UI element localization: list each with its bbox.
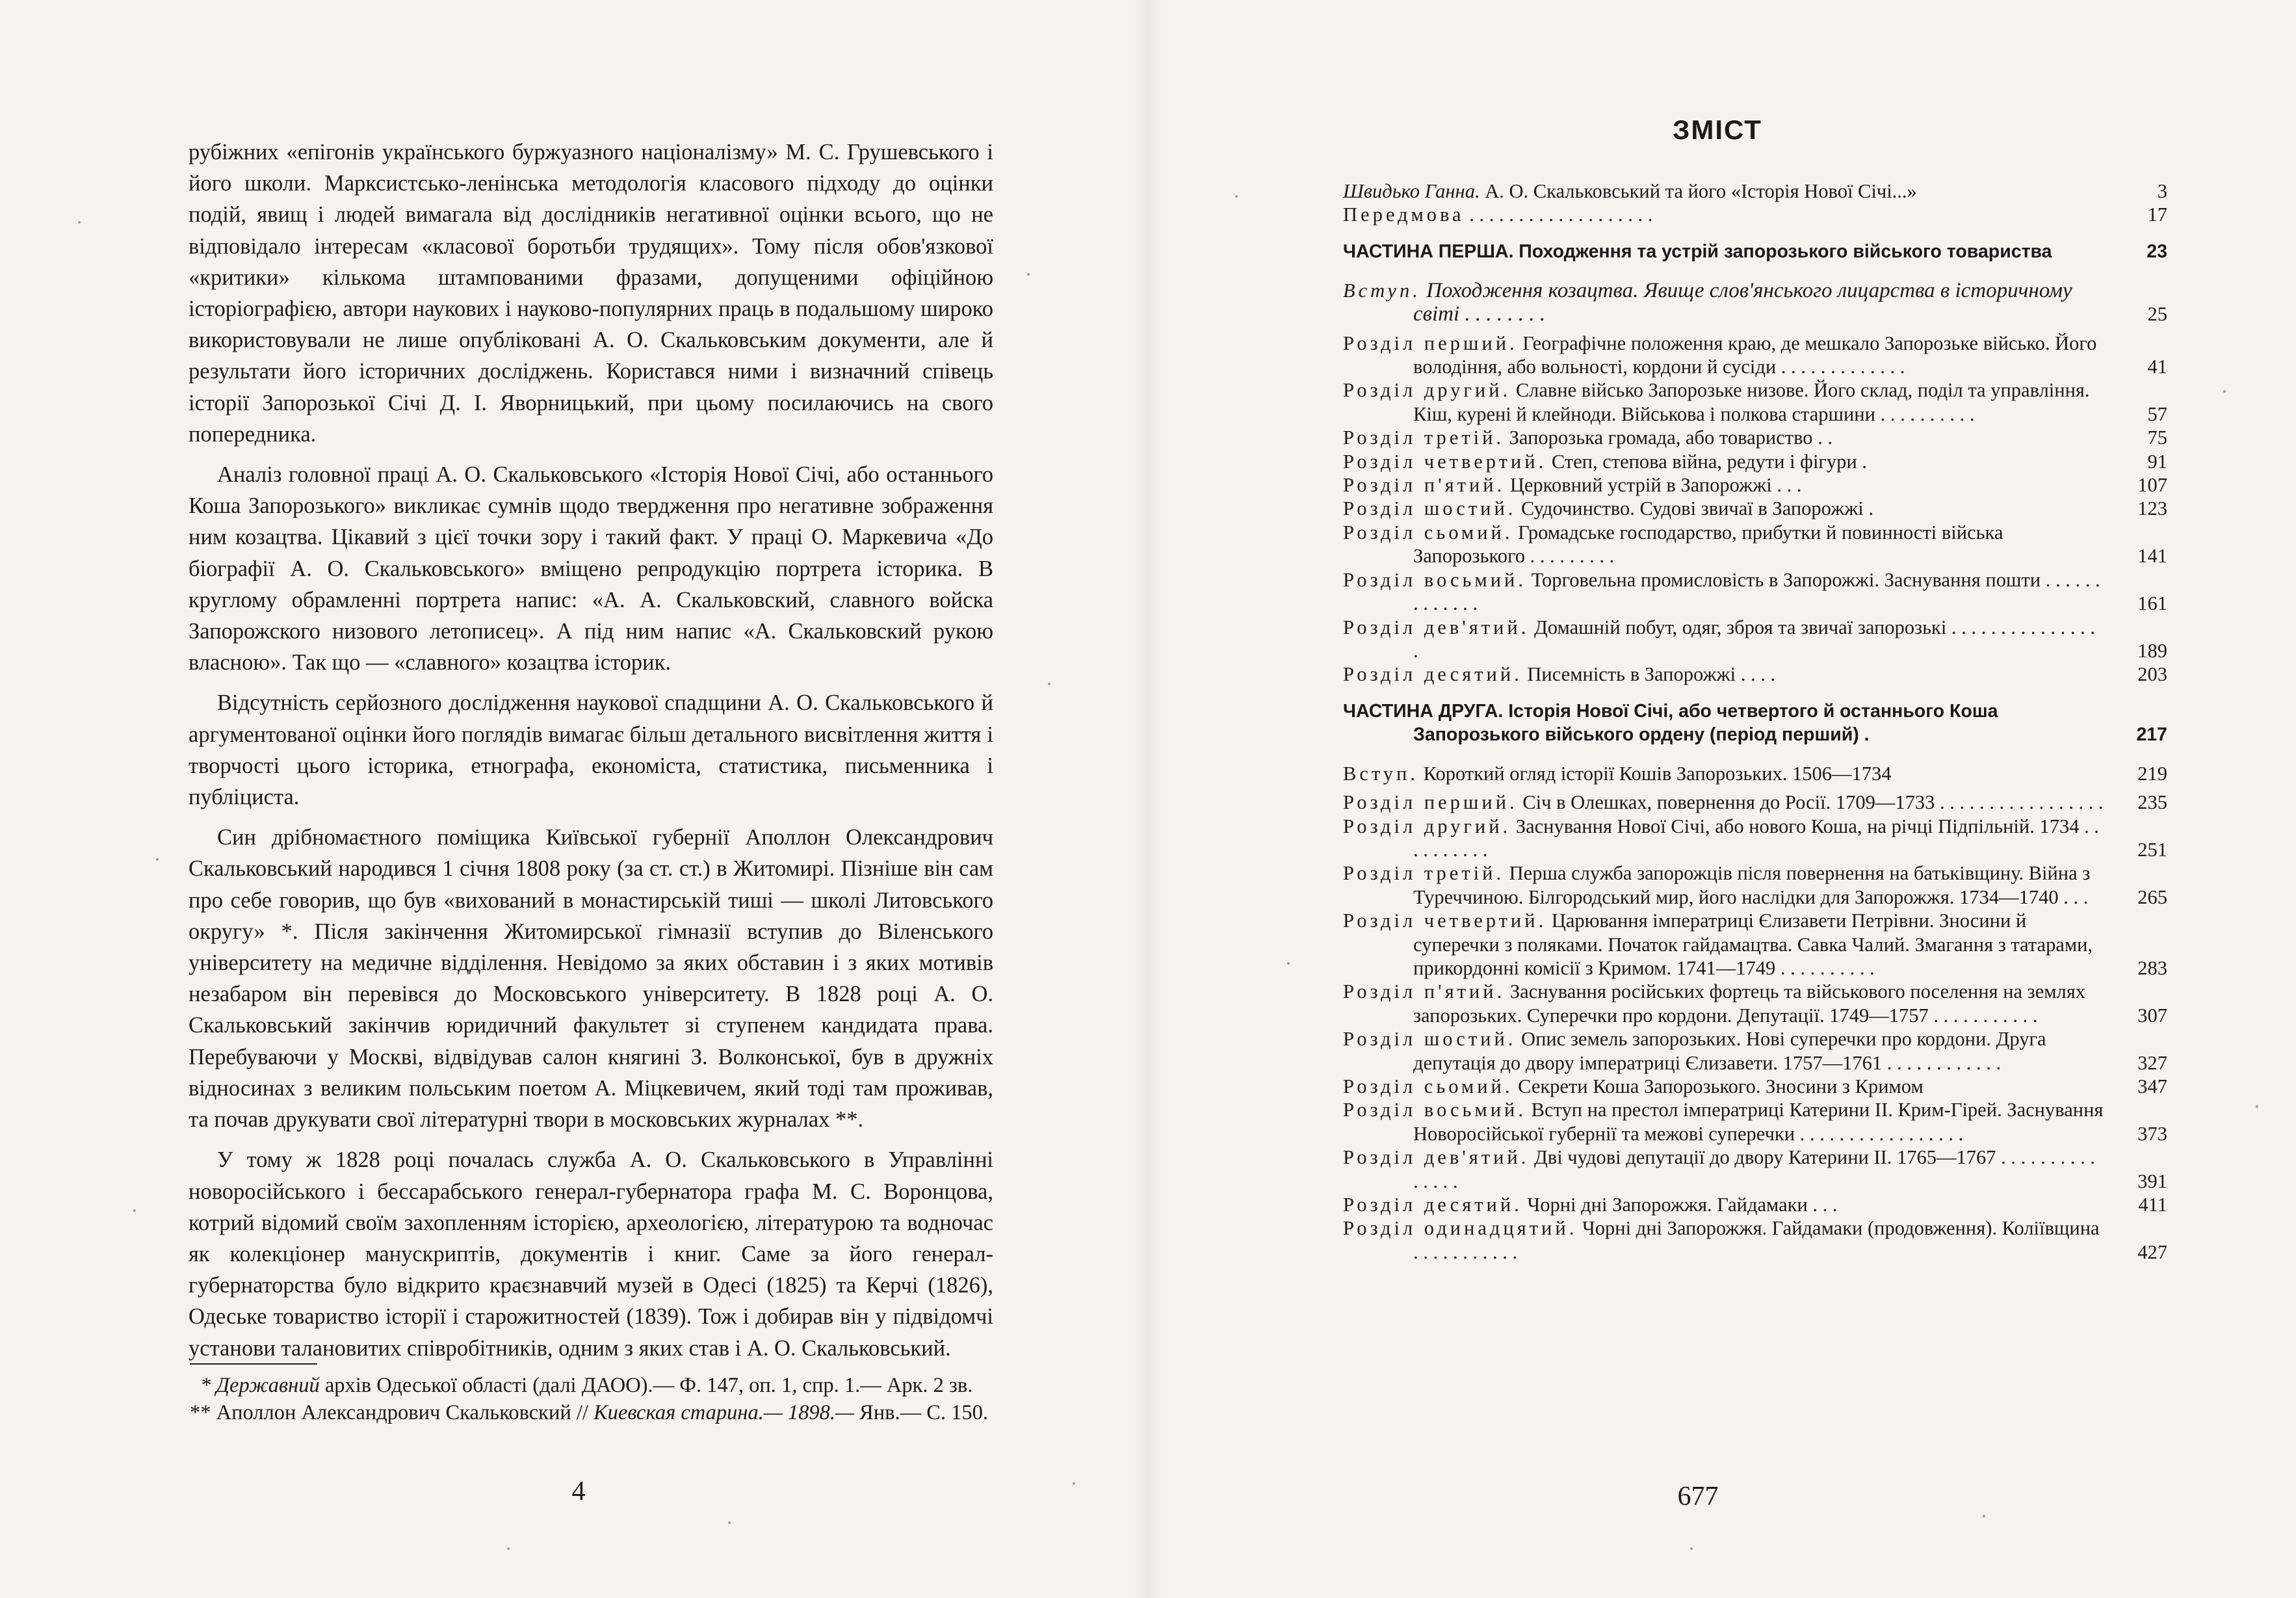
toc-entry-title: Писемність в Запорожжі . . . . bbox=[1522, 663, 1776, 686]
toc-entry-title: Походження козацтва. Явище слов'янського лицарства в історичному світі . . . . . . . . bbox=[1413, 278, 2072, 326]
toc-section-label: Розділ десятий. bbox=[1343, 1194, 1522, 1216]
toc-author: Швидько Ганна. bbox=[1343, 180, 1480, 202]
toc-entry-text bbox=[1343, 521, 2105, 568]
toc-entry bbox=[1343, 980, 2167, 1027]
toc-entry bbox=[1343, 1027, 2167, 1075]
toc-entry bbox=[1343, 791, 2167, 814]
toc-entry bbox=[1343, 616, 2167, 663]
toc-entry-text bbox=[1343, 473, 2105, 497]
toc-part-heading bbox=[1343, 700, 2167, 746]
toc-page-number: 141 bbox=[2137, 545, 2167, 568]
toc-entry-title: Заснування Нової Січі, або нового Коша, на річці Підпільній. 1734 . . . . . . . . . . bbox=[1413, 815, 2099, 861]
scan-speck bbox=[728, 1521, 731, 1524]
toc-entry-title: Вступ на престол імператриці Катерини II. Крим-Гірей. Заснування Новоросійської губернії та межові суперечки . . . . . . . . . . . . . . . . . bbox=[1413, 1099, 2104, 1145]
toc-section-label: Розділ сьомий. bbox=[1343, 1075, 1513, 1097]
toc-entry bbox=[1343, 203, 2167, 226]
scan-speck bbox=[78, 221, 81, 224]
toc-section-label: Розділ четвертий. bbox=[1343, 910, 1547, 932]
toc-page-number: 123 bbox=[2137, 497, 2167, 520]
scan-speck bbox=[1048, 683, 1050, 685]
footnote-mark: ** bbox=[190, 1401, 211, 1424]
toc-entry bbox=[1343, 179, 2167, 203]
toc-entry-text bbox=[1343, 426, 2105, 449]
toc-page-number: 17 bbox=[2147, 203, 2167, 226]
toc-entry-text bbox=[1343, 909, 2105, 980]
scan-speck bbox=[1073, 1482, 1075, 1485]
toc-page-number: 57 bbox=[2147, 402, 2167, 425]
toc-page-number: 219 bbox=[2137, 762, 2167, 785]
toc-page-number: 235 bbox=[2137, 791, 2167, 814]
table-of-contents bbox=[1343, 179, 2167, 1264]
toc-section-label: Розділ четвертий. bbox=[1343, 450, 1547, 473]
toc-entry-title: Географічне положення краю, де мешкало Запорозьке військо. Його володіння, або вольності, кордони й сусіди . . . . . . . . . . . . . bbox=[1413, 332, 2097, 378]
toc-part-heading bbox=[1343, 240, 2167, 263]
toc-page-number: 23 bbox=[2146, 241, 2167, 262]
toc-entry bbox=[1343, 662, 2167, 686]
toc-section-label: Розділ сьомий. bbox=[1343, 521, 1513, 544]
toc-entry-title: Перша служба запорожців після повернення на батьківщину. Війна з Туреччиною. Білгородський мир, його наслідки для Запорожжя. 1734—1740 . . . bbox=[1413, 862, 2091, 908]
toc-entry-title: Чорні дні Запорожжя. Гайдамаки (продовження). Коліївщина . . . . . . . . . . . bbox=[1413, 1217, 2100, 1263]
scan-speck bbox=[2256, 1105, 2258, 1108]
toc-page-number: 347 bbox=[2137, 1075, 2167, 1097]
toc-section-label: Розділ одинадцятий. bbox=[1343, 1217, 1578, 1240]
toc-entry-text bbox=[1343, 662, 2105, 686]
toc-page-number: 91 bbox=[2147, 450, 2167, 473]
scan-speck bbox=[156, 858, 159, 861]
body-text bbox=[189, 137, 993, 1373]
toc-entry-text bbox=[1343, 1027, 2105, 1075]
toc-entry bbox=[1343, 426, 2167, 449]
scan-speck bbox=[507, 1547, 510, 1550]
footnote-tail: Янв.— С. 150. bbox=[859, 1401, 988, 1424]
toc-section-label: Розділ шостий. bbox=[1343, 497, 1517, 520]
toc-entry bbox=[1343, 762, 2167, 785]
toc-entry-text bbox=[1343, 497, 2105, 520]
toc-entry bbox=[1343, 1075, 2167, 1098]
paragraph: У тому ж 1828 році почалась служба А. О. Скальковського в Управлінні новоросійського і бессарабського генерал-губернатора графа М. С. Воронцова, котрий відомий своїм захопленням історією, археологією, літературою та водночас як колекціонер манускриптів, документів і книг. Саме за його генерал-губернаторства було відкрито краєзнавчий музей в Одесі (1825) та Керчі (1826), Одеське товариство історії і старожитностей (1839). Тож і добирав він у підвідомчі установи талановитих співробітників, одним з яких став і А. О. Скальковський. bbox=[189, 1147, 993, 1361]
toc-page-number: 41 bbox=[2147, 356, 2167, 378]
toc-entry-title: Степ, степова війна, редути і фігури . bbox=[1546, 450, 1867, 473]
toc-entry bbox=[1343, 378, 2167, 426]
toc-section-label: Вступ. bbox=[1343, 279, 1421, 302]
footnotes bbox=[190, 1372, 993, 1426]
paragraph: Відсутність серйозного дослідження наукової спадщини А. О. Скальковського й аргументованої оцінки його поглядів вимагає більш детального висвітлення життя і творчості цього історика, етнографа, економіста, статистика, письменника і публіциста. bbox=[189, 690, 993, 810]
toc-entry-text bbox=[1343, 861, 2105, 909]
toc-entry-title: А. О. Скальковський та його «Історія Нової Січі...» bbox=[1480, 180, 1917, 202]
scan-speck bbox=[133, 1209, 136, 1212]
toc-entry bbox=[1343, 473, 2167, 497]
toc-entry-text bbox=[1343, 1146, 2105, 1193]
toc-section-label: Розділ другий. bbox=[1343, 379, 1511, 402]
toc-entry-title: Судочинство. Судові звичаї в Запорожжі . bbox=[1516, 497, 1874, 520]
toc-entry-title: Дві чудові депутації до двору Катерини II. 1765—1767 . . . . . . . . . . . . . . . bbox=[1413, 1146, 2096, 1192]
toc-entry-text bbox=[1343, 378, 2105, 426]
toc-section-label: Розділ перший. bbox=[1343, 332, 1518, 354]
toc-entry-text bbox=[1343, 791, 2105, 814]
toc-entry-title: Царювання імператриці Єлизавети Петрівни. Зносини й суперечки з поляками. Початок гайдамацтва. Савка Чалий. Змагання з татарами, прикордонні комісії з Кримом. 1741—1749 . . . . . . . . . . bbox=[1413, 910, 2093, 979]
toc-entry-text bbox=[1343, 240, 2105, 263]
toc-page-number: 75 bbox=[2147, 426, 2167, 449]
toc-entry-text bbox=[1343, 700, 2105, 746]
toc-entry-title: Секрети Коша Запорозького. Зносини з Кримом bbox=[1513, 1075, 1924, 1097]
footnote-divider bbox=[190, 1363, 317, 1365]
toc-entry-title: . . . . . . . . . . . . . . . . . . . bbox=[1464, 203, 1653, 226]
toc-entry-text bbox=[1343, 762, 2105, 785]
toc-entry-text bbox=[1343, 815, 2105, 862]
toc-section-label: Розділ восьмий. bbox=[1343, 1099, 1527, 1121]
toc-entry bbox=[1343, 497, 2167, 520]
scan-speck bbox=[2223, 390, 2226, 393]
toc-page-number: 203 bbox=[2137, 663, 2167, 686]
toc-entry bbox=[1343, 861, 2167, 909]
scan-speck bbox=[1287, 962, 1290, 965]
toc-entry bbox=[1343, 1216, 2167, 1264]
toc-entry-title: Заснування російських фортець та військового поселення на землях запорозьких. Суперечки про кордони. Депутації. 1749—1757 . . . . . . . . . . . bbox=[1413, 980, 2086, 1027]
toc-entry-text bbox=[1343, 1193, 2105, 1216]
toc-page-number: 217 bbox=[2136, 724, 2167, 745]
toc-entry-text bbox=[1343, 203, 2105, 226]
toc-entry-text bbox=[1343, 332, 2105, 379]
toc-entry-text bbox=[1343, 980, 2105, 1027]
toc-page-number: 265 bbox=[2137, 885, 2167, 908]
footnote-text: архів Одеської області (далі ДАОО).— Ф. 147, оп. 1, спр. 1.— Арк. 2 зв. bbox=[319, 1374, 973, 1397]
scan-speck bbox=[1027, 273, 1030, 276]
toc-entry-text bbox=[1343, 450, 2105, 473]
toc-entry-title: Громадське господарство, прибутки й повинності війська Запорозького . . . . . . . . . bbox=[1413, 521, 2003, 568]
footnote-source: Киевская старина.— 1898.— bbox=[594, 1401, 860, 1424]
toc-page-number: 107 bbox=[2137, 474, 2167, 497]
toc-section-label: Розділ третій. bbox=[1343, 862, 1505, 885]
toc-entry-title: Січ в Олешках, повернення до Росії. 1709—1733 . . . . . . . . . . . . . . . . . bbox=[1517, 791, 2104, 814]
toc-entry-title: Короткий огляд історії Кошів Запорозьких. 1506—1734 bbox=[1418, 762, 1892, 785]
paragraph: Син дрібномаєтного поміщика Київської губернії Аполлон Олександрович Скальковський народився 1 січня 1808 року (за ст. ст.) в Житомирі. Пізніше він сам про себе говорив, що був «вихований в монастирській тиші — школі Литовського округу» *. Після закінчення Житомирської гімназії вступив до Віленського університету на медичне відділення. Невідомо за яких обставин і з яких мотивів незабаром він перевівся до Московського університету. В 1828 році А. О. Скальковський закінчив юридичний факультет зі ступенем кандидата права. Перебуваючи у Москві, відвідував салон княгині З. Волконської, був в дружніх відносинах з великим польським поетом А. Міцкевичем, який тоді там проживав, та почав друкувати свої літературні твори в московських журналах **. bbox=[189, 825, 993, 1133]
toc-entry bbox=[1343, 815, 2167, 862]
toc-entry-title: Церковний устрій в Запорожжі . . . bbox=[1505, 474, 1802, 497]
toc-entry bbox=[1343, 1098, 2167, 1146]
toc-page-number: 373 bbox=[2137, 1122, 2167, 1145]
paragraph: Аналіз головної праці А. О. Скальковського «Історія Нової Січі, або останнього Коша Запорозького» викликає сумнів щодо твердження про негативне зображення ним козацтва. Цікавий з цієї точки зору і такий факт. У праці О. Маркевича «До біографії А. О. Скальковського» вміщено репродукцію портрета історика. В круглому обрамленні портрета напис: «А. А. Скальковский, славного войска Запорожского низового летописец». А під ним напис «А. Скальковский рукою власною». Так що — «славного» козацтва історик. bbox=[189, 462, 993, 675]
toc-section-label: Розділ перший. bbox=[1343, 791, 1518, 814]
toc-entry bbox=[1343, 909, 2167, 980]
footnote bbox=[190, 1399, 993, 1426]
toc-section-label: Розділ третій. bbox=[1343, 426, 1505, 449]
toc-page-number: 307 bbox=[2137, 1004, 2167, 1027]
scan-speck bbox=[1983, 1515, 1985, 1517]
paragraph: рубіжних «епігонів українського буржуазного націоналізму» М. С. Грушевського і його школи. Марксистсько-ленінська методологія класового підходу до оцінки подій, явищ і людей вимагала від дослідників негативної оцінки всього, що не відповідало інтересам «класової боротьби трудящих». Тому після обов'язкової «критики» кількома штампованими фразами, допущеними офіційною історіографією, автори наукових і науково-популярних праць в подальшому широко використовували не лише опубліковані А. О. Скальковським документи, але й результати його історичних досліджень. Користався ними і визначний співець історії Запорозької Січі Д. І. Яворницький, при цьому посилаючись на свого попередника. bbox=[189, 140, 993, 447]
toc-entry-title: Запорозька громада, або товариство . . bbox=[1504, 426, 1833, 449]
toc-entry bbox=[1343, 279, 2167, 326]
footnote-mark: * Державний bbox=[200, 1374, 320, 1397]
toc-page-number: 283 bbox=[2137, 956, 2167, 979]
toc-entry-text bbox=[1343, 1098, 2105, 1146]
page-number: 677 bbox=[1677, 1482, 1719, 1512]
toc-entry-title: ЧАСТИНА ПЕРША. Походження та устрій запорозького війського товариства bbox=[1343, 241, 2052, 262]
toc-page-number: 189 bbox=[2137, 639, 2167, 662]
toc-page-number: 3 bbox=[2157, 180, 2167, 202]
toc-entry-text bbox=[1343, 279, 2105, 326]
toc-entry bbox=[1343, 1193, 2167, 1216]
toc-entry bbox=[1343, 450, 2167, 473]
toc-entry-text bbox=[1343, 1075, 2105, 1098]
toc-page-number: 427 bbox=[2137, 1240, 2167, 1263]
toc-page-number: 327 bbox=[2137, 1051, 2167, 1074]
toc-entry-title: Опис земель запорозьких. Нові суперечки про кордони. Друга депутація до двору імператриці Єлизавети. 1757—1761 . . . . . . . . . . . . bbox=[1413, 1028, 2046, 1074]
toc-entry-text bbox=[1343, 1216, 2105, 1264]
toc-section-label: Розділ десятий. bbox=[1343, 663, 1522, 686]
toc-page-number: 25 bbox=[2147, 303, 2167, 326]
toc-entry bbox=[1343, 1146, 2167, 1193]
toc-entry-title: Домашній побут, одяг, зброя та звичаї запорозькі . . . . . . . . . . . . . . . . bbox=[1413, 616, 2096, 662]
contents-title: ЗМІСТ bbox=[1673, 114, 1762, 145]
right-page bbox=[1148, 0, 2296, 1598]
toc-page-number: 251 bbox=[2137, 838, 2167, 861]
toc-section-label: Розділ шостий. bbox=[1343, 1028, 1517, 1051]
footnote-text: Аполлон Александрович Скальковский // bbox=[211, 1401, 594, 1424]
toc-entry-title: ЧАСТИНА ДРУГА. Історія Нової Січі, або четвертого й останнього Коша Запорозького війського ордену (період перший) . bbox=[1343, 700, 1998, 745]
footnote bbox=[190, 1372, 993, 1399]
toc-page-number: 161 bbox=[2137, 592, 2167, 615]
toc-entry bbox=[1343, 521, 2167, 568]
toc-entry-title: Чорні дні Запорожжя. Гайдамаки . . . bbox=[1522, 1194, 1838, 1216]
scan-speck bbox=[1235, 195, 1238, 198]
toc-section-label: Передмова bbox=[1343, 203, 1465, 226]
toc-entry-title: Торговельна промисловість в Запорожжі. Заснування пошти . . . . . . . . . . . . . bbox=[1413, 568, 2100, 615]
toc-section-label: Розділ дев'ятий. bbox=[1343, 1146, 1530, 1169]
toc-section-label: Розділ п'ятий. bbox=[1343, 474, 1506, 497]
toc-section-label: Розділ восьмий. bbox=[1343, 568, 1527, 591]
toc-section-label: Розділ п'ятий. bbox=[1343, 980, 1506, 1003]
toc-entry bbox=[1343, 568, 2167, 616]
toc-entry-title: Славне військо Запорозьке низове. Його склад, поділ та управління. Кіш, курені й клейноди. Військова і полкова старшини . . . . . . . . . . bbox=[1413, 379, 2090, 425]
toc-section-label: Розділ дев'ятий. bbox=[1343, 616, 1530, 638]
scan-speck bbox=[1690, 1547, 1693, 1550]
toc-entry bbox=[1343, 332, 2167, 379]
toc-section-label: Розділ другий. bbox=[1343, 815, 1511, 837]
toc-entry-text bbox=[1343, 616, 2105, 663]
toc-entry-text bbox=[1343, 179, 2105, 203]
toc-page-number: 391 bbox=[2137, 1170, 2167, 1192]
toc-section-label: Вступ. bbox=[1343, 762, 1419, 785]
toc-page-number: 411 bbox=[2138, 1194, 2167, 1216]
toc-entry-text bbox=[1343, 568, 2105, 616]
page-number: 4 bbox=[571, 1476, 586, 1506]
